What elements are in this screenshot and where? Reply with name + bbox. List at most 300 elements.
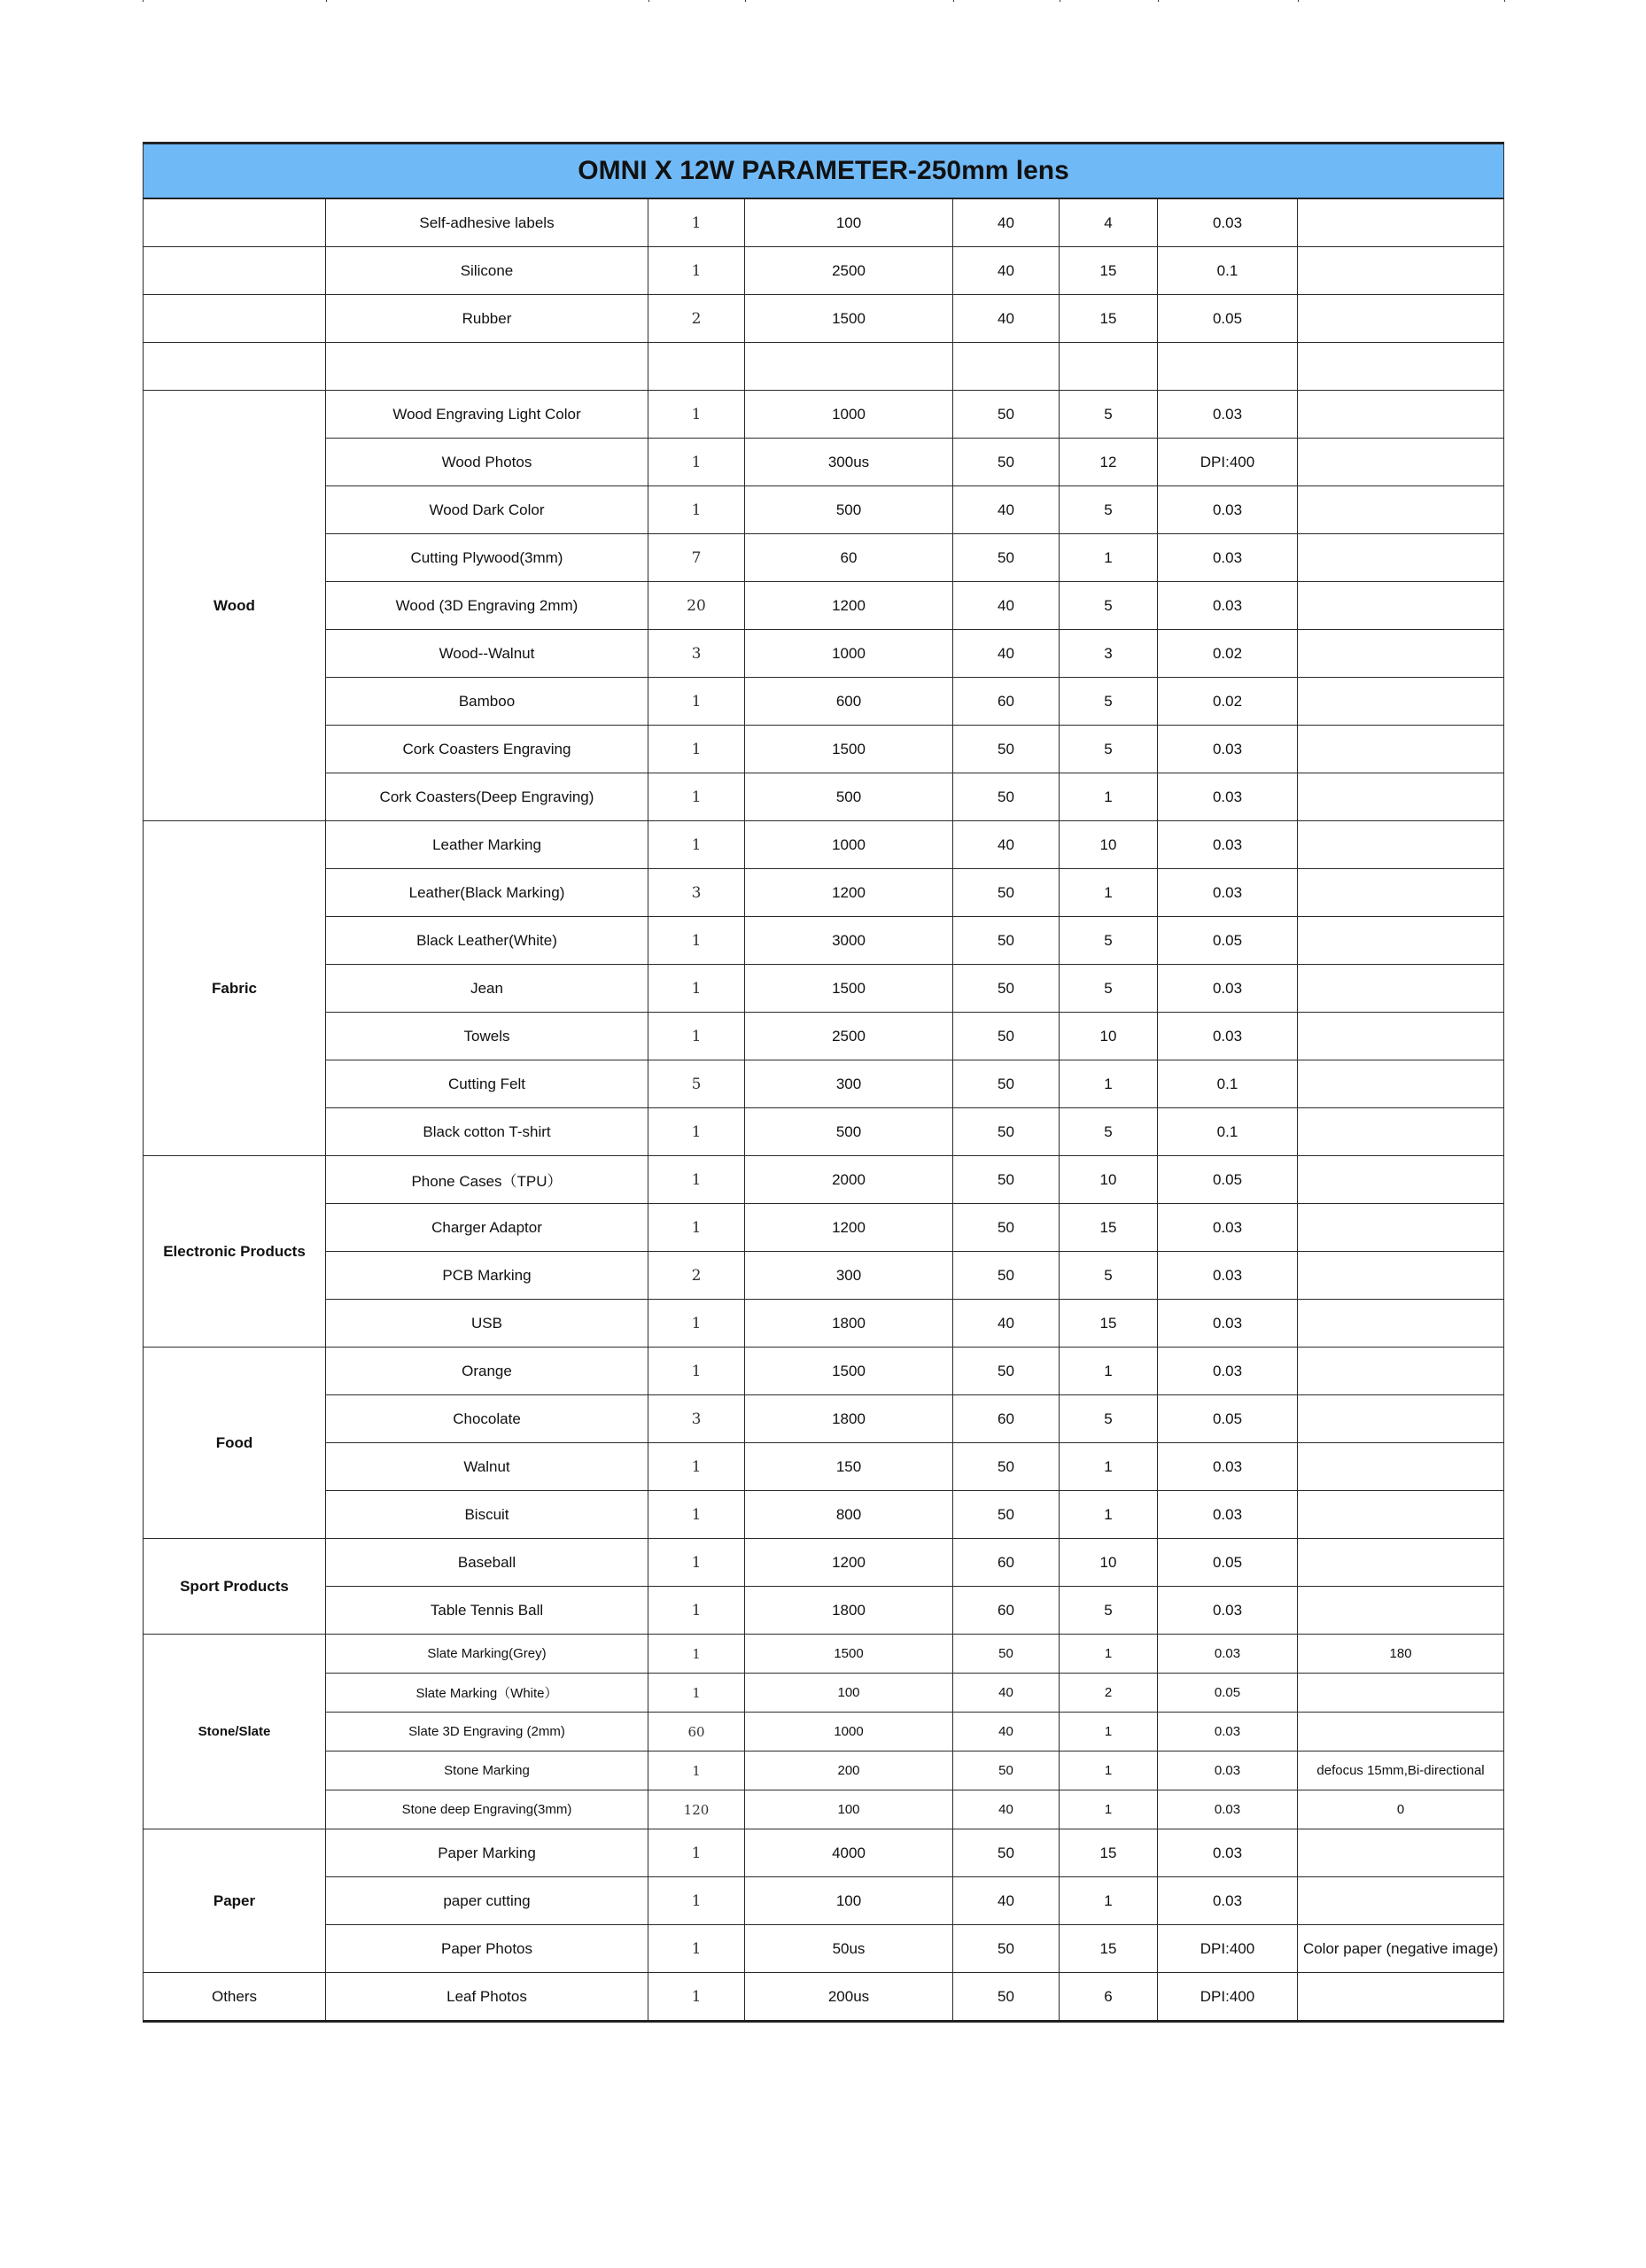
speed-cell: 800 [745,1491,953,1539]
power-cell: 1 [1060,1790,1158,1829]
table-row [144,1060,1504,1108]
frequency-cell: 50 [953,1829,1060,1877]
passes-cell: 3 [648,869,745,917]
passes-cell: 60 [648,1713,745,1751]
frequency-cell: 50 [953,1973,1060,2022]
material-cell: Baseball [326,1539,648,1587]
material-cell: Wood Photos [326,439,648,486]
table-row [144,534,1504,582]
frequency-cell: 40 [953,1713,1060,1751]
passes-cell: 20 [648,582,745,630]
interval-cell [1158,343,1298,391]
material-cell: Leaf Photos [326,1973,648,2022]
table-row [144,1395,1504,1443]
frequency-cell: 50 [953,1635,1060,1674]
frequency-cell: 50 [953,965,1060,1013]
interval-cell: 0.05 [1158,917,1298,965]
note-cell [1298,630,1504,678]
speed-cell: 1500 [745,1635,953,1674]
passes-cell: 1 [648,1925,745,1973]
note-cell [1298,1156,1504,1204]
passes-cell: 1 [648,726,745,773]
note-cell [1298,1252,1504,1300]
note-cell [1298,295,1504,343]
material-cell: Biscuit [326,1491,648,1539]
speed-cell [745,343,953,391]
passes-cell: 1 [648,247,745,295]
speed-cell: 1200 [745,1204,953,1252]
passes-cell: 1 [648,1443,745,1491]
passes-cell [648,343,745,391]
power-cell: 1 [1060,1751,1158,1790]
category-cell [144,295,326,343]
table-row [144,965,1504,1013]
note-cell: defocus 15mm,Bi-directional [1298,1751,1504,1790]
frequency-cell: 50 [953,1108,1060,1156]
table-row [144,1790,1504,1829]
frequency-cell: 50 [953,439,1060,486]
category-cell: Paper [144,1829,326,1973]
material-cell: Cutting Plywood(3mm) [326,534,648,582]
material-cell: Cork Coasters Engraving [326,726,648,773]
material-cell: Stone Marking [326,1751,648,1790]
speed-cell: 100 [745,1877,953,1925]
passes-cell: 5 [648,1060,745,1108]
material-cell: Paper Marking [326,1829,648,1877]
passes-cell: 3 [648,630,745,678]
note-cell [1298,821,1504,869]
frequency-cell: 50 [953,773,1060,821]
speed-cell: 1000 [745,821,953,869]
speed-cell: 1200 [745,869,953,917]
interval-cell: 0.03 [1158,821,1298,869]
table-row [144,391,1504,439]
material-cell: Towels [326,1013,648,1060]
interval-cell: 0.03 [1158,1713,1298,1751]
table-row [144,1877,1504,1925]
note-cell [1298,1204,1504,1252]
interval-cell: 0.03 [1158,1635,1298,1674]
material-cell: Rubber [326,295,648,343]
interval-cell: 0.03 [1158,1013,1298,1060]
passes-cell: 1 [648,1829,745,1877]
speed-cell: 1500 [745,965,953,1013]
frequency-cell: 40 [953,1877,1060,1925]
frequency-cell: 40 [953,486,1060,534]
power-cell: 15 [1060,247,1158,295]
passes-cell: 1 [648,917,745,965]
speed-cell: 2500 [745,247,953,295]
power-cell: 1 [1060,1491,1158,1539]
interval-cell: 0.03 [1158,1587,1298,1635]
interval-cell: 0.02 [1158,678,1298,726]
passes-cell: 1 [648,1156,745,1204]
note-cell [1298,1713,1504,1751]
parameter-table [143,142,1504,2023]
table-row [144,726,1504,773]
passes-cell: 2 [648,295,745,343]
material-cell: Self-adhesive labels [326,198,648,247]
speed-cell: 100 [745,1674,953,1713]
table-row [144,1348,1504,1395]
passes-cell: 1 [648,1013,745,1060]
passes-cell: 1 [648,1348,745,1395]
note-cell [1298,439,1504,486]
note-cell [1298,1877,1504,1925]
interval-cell: 0.03 [1158,534,1298,582]
frequency-cell: 50 [953,1013,1060,1060]
interval-cell: 0.03 [1158,1443,1298,1491]
material-cell: Black Leather(White) [326,917,648,965]
material-cell: Leather Marking [326,821,648,869]
table-row [144,1751,1504,1790]
material-cell: Walnut [326,1443,648,1491]
interval-cell: 0.05 [1158,295,1298,343]
power-cell: 15 [1060,1829,1158,1877]
passes-cell: 120 [648,1790,745,1829]
passes-cell: 7 [648,534,745,582]
note-cell [1298,534,1504,582]
category-cell [144,198,326,247]
note-cell [1298,678,1504,726]
material-cell: Wood Engraving Light Color [326,391,648,439]
note-cell [1298,391,1504,439]
speed-cell: 1000 [745,630,953,678]
material-cell: Slate Marking（White） [326,1674,648,1713]
speed-cell: 1800 [745,1300,953,1348]
table-row [144,1539,1504,1587]
interval-cell: 0.03 [1158,965,1298,1013]
interval-cell: 0.03 [1158,1204,1298,1252]
power-cell: 5 [1060,391,1158,439]
table-row [144,1674,1504,1713]
frequency-cell: 40 [953,198,1060,247]
note-cell [1298,1539,1504,1587]
power-cell: 1 [1060,1877,1158,1925]
speed-cell: 1500 [745,726,953,773]
power-cell: 5 [1060,582,1158,630]
interval-cell: 0.03 [1158,1300,1298,1348]
interval-cell: 0.03 [1158,1751,1298,1790]
power-cell: 1 [1060,1635,1158,1674]
passes-cell: 1 [648,391,745,439]
interval-cell: 0.05 [1158,1156,1298,1204]
power-cell: 10 [1060,821,1158,869]
table-row [144,917,1504,965]
material-cell: Wood--Walnut [326,630,648,678]
frequency-cell: 50 [953,726,1060,773]
power-cell: 12 [1060,439,1158,486]
table-row [144,582,1504,630]
frequency-cell: 50 [953,917,1060,965]
material-cell [326,343,648,391]
frequency-cell: 50 [953,1060,1060,1108]
material-cell: paper cutting [326,1877,648,1925]
passes-cell: 3 [648,1395,745,1443]
speed-cell: 1800 [745,1395,953,1443]
table-row [144,678,1504,726]
table-row [144,486,1504,534]
power-cell: 1 [1060,1060,1158,1108]
note-cell [1298,582,1504,630]
frequency-cell: 40 [953,630,1060,678]
frequency-cell: 50 [953,1348,1060,1395]
table-row [144,869,1504,917]
power-cell: 10 [1060,1013,1158,1060]
passes-cell: 1 [648,1539,745,1587]
passes-cell: 1 [648,1587,745,1635]
speed-cell: 300 [745,1252,953,1300]
category-cell: Wood [144,391,326,821]
table-row [144,1587,1504,1635]
note-cell: 180 [1298,1635,1504,1674]
power-cell: 10 [1060,1539,1158,1587]
table-row [144,1925,1504,1973]
frequency-cell: 40 [953,582,1060,630]
table-row [144,1443,1504,1491]
passes-cell: 1 [648,1751,745,1790]
power-cell: 1 [1060,1443,1158,1491]
passes-cell: 1 [648,821,745,869]
passes-cell: 1 [648,1491,745,1539]
speed-cell: 500 [745,486,953,534]
power-cell: 1 [1060,1348,1158,1395]
table-row [144,773,1504,821]
speed-cell: 1500 [745,1348,953,1395]
material-cell: Charger Adaptor [326,1204,648,1252]
category-cell [144,343,326,391]
table-row [144,1635,1504,1674]
material-cell: Table Tennis Ball [326,1587,648,1635]
passes-cell: 1 [648,1300,745,1348]
frequency-cell: 50 [953,1925,1060,1973]
power-cell: 5 [1060,1252,1158,1300]
table-title: OMNI X 12W PARAMETER-250mm lens [144,144,1504,199]
speed-cell: 500 [745,773,953,821]
frequency-cell: 40 [953,1300,1060,1348]
power-cell: 3 [1060,630,1158,678]
note-cell [1298,343,1504,391]
note-cell [1298,1060,1504,1108]
material-cell: Stone deep Engraving(3mm) [326,1790,648,1829]
speed-cell: 2000 [745,1156,953,1204]
material-cell: Cork Coasters(Deep Engraving) [326,773,648,821]
note-cell: Color paper (negative image) [1298,1925,1504,1973]
note-cell [1298,965,1504,1013]
table-row [144,821,1504,869]
material-cell: Orange [326,1348,648,1395]
passes-cell: 1 [648,1973,745,2022]
frequency-cell: 60 [953,678,1060,726]
material-cell: Slate Marking(Grey) [326,1635,648,1674]
power-cell: 1 [1060,773,1158,821]
frequency-cell: 40 [953,821,1060,869]
table-row [144,1973,1504,2022]
power-cell: 15 [1060,1925,1158,1973]
power-cell: 6 [1060,1973,1158,2022]
speed-cell: 100 [745,198,953,247]
note-cell [1298,486,1504,534]
power-cell: 5 [1060,1108,1158,1156]
passes-cell: 1 [648,1877,745,1925]
note-cell [1298,917,1504,965]
passes-cell: 1 [648,965,745,1013]
frequency-cell: 40 [953,295,1060,343]
interval-cell: 0.03 [1158,1348,1298,1395]
note-cell [1298,773,1504,821]
note-cell [1298,1973,1504,2022]
table-row [144,295,1504,343]
power-cell: 15 [1060,1300,1158,1348]
speed-cell: 1500 [745,295,953,343]
note-cell [1298,1108,1504,1156]
speed-cell: 4000 [745,1829,953,1877]
frequency-cell: 50 [953,1751,1060,1790]
frequency-cell: 50 [953,1443,1060,1491]
interval-cell: 0.05 [1158,1539,1298,1587]
interval-cell: 0.03 [1158,1491,1298,1539]
power-cell: 5 [1060,726,1158,773]
interval-cell: 0.03 [1158,1877,1298,1925]
table-row [144,1108,1504,1156]
speed-cell: 1200 [745,582,953,630]
speed-cell: 300us [745,439,953,486]
speed-cell: 300 [745,1060,953,1108]
table-row [144,343,1504,391]
passes-cell: 1 [648,486,745,534]
category-cell: Fabric [144,821,326,1156]
speed-cell: 100 [745,1790,953,1829]
material-cell: Wood Dark Color [326,486,648,534]
speed-cell: 1200 [745,1539,953,1587]
table-row [144,1156,1504,1204]
frequency-cell: 50 [953,1156,1060,1204]
material-cell: Leather(Black Marking) [326,869,648,917]
material-cell: Jean [326,965,648,1013]
table-row [144,1491,1504,1539]
power-cell: 1 [1060,534,1158,582]
frequency-cell: 60 [953,1395,1060,1443]
interval-cell: 0.03 [1158,1829,1298,1877]
table-row [144,1204,1504,1252]
material-cell: PCB Marking [326,1252,648,1300]
power-cell: 5 [1060,917,1158,965]
power-cell: 10 [1060,1156,1158,1204]
material-cell: USB [326,1300,648,1348]
power-cell: 5 [1060,1395,1158,1443]
interval-cell: 0.05 [1158,1674,1298,1713]
material-cell: Cutting Felt [326,1060,648,1108]
material-cell: Black cotton T-shirt [326,1108,648,1156]
interval-cell: 0.1 [1158,247,1298,295]
passes-cell: 1 [648,1635,745,1674]
speed-cell: 1000 [745,1713,953,1751]
table-row [144,1252,1504,1300]
note-cell [1298,869,1504,917]
table-row [144,1829,1504,1877]
speed-cell: 150 [745,1443,953,1491]
frequency-cell: 60 [953,1587,1060,1635]
speed-cell: 50us [745,1925,953,1973]
note-cell [1298,247,1504,295]
note-cell [1298,1013,1504,1060]
passes-cell: 1 [648,198,745,247]
passes-cell: 1 [648,1204,745,1252]
table-row [144,247,1504,295]
material-cell: Paper Photos [326,1925,648,1973]
power-cell: 5 [1060,678,1158,726]
passes-cell: 1 [648,678,745,726]
category-cell: Food [144,1348,326,1539]
interval-cell: 0.03 [1158,1252,1298,1300]
interval-cell: 0.03 [1158,198,1298,247]
interval-cell: 0.05 [1158,1395,1298,1443]
power-cell: 1 [1060,869,1158,917]
passes-cell: 1 [648,1108,745,1156]
category-cell: Sport Products [144,1539,326,1635]
material-cell: Silicone [326,247,648,295]
note-cell [1298,1443,1504,1491]
note-cell [1298,1348,1504,1395]
power-cell: 5 [1060,1587,1158,1635]
interval-cell: 0.03 [1158,773,1298,821]
material-cell: Phone Cases（TPU） [326,1156,648,1204]
speed-cell: 60 [745,534,953,582]
table-row [144,1713,1504,1751]
frequency-cell: 60 [953,1539,1060,1587]
table-row [144,630,1504,678]
power-cell: 15 [1060,295,1158,343]
frequency-cell: 40 [953,1674,1060,1713]
table-row [144,198,1504,247]
speed-cell: 1800 [745,1587,953,1635]
interval-cell: 0.03 [1158,726,1298,773]
interval-cell: DPI:400 [1158,1925,1298,1973]
interval-cell: 0.03 [1158,1790,1298,1829]
note-cell [1298,198,1504,247]
note-cell: 0 [1298,1790,1504,1829]
category-cell [144,247,326,295]
frequency-cell: 50 [953,1204,1060,1252]
frequency-cell: 50 [953,1491,1060,1539]
speed-cell: 3000 [745,917,953,965]
power-cell: 15 [1060,1204,1158,1252]
frequency-cell: 40 [953,247,1060,295]
speed-cell: 600 [745,678,953,726]
material-cell: Wood (3D Engraving 2mm) [326,582,648,630]
table-row [144,439,1504,486]
speed-cell: 500 [745,1108,953,1156]
category-cell: Stone/Slate [144,1635,326,1829]
material-cell: Bamboo [326,678,648,726]
passes-cell: 1 [648,773,745,821]
table-row [144,1013,1504,1060]
frequency-cell [953,343,1060,391]
note-cell [1298,1300,1504,1348]
frequency-cell: 40 [953,1790,1060,1829]
note-cell [1298,1587,1504,1635]
category-cell: Others [144,1973,326,2022]
interval-cell: 0.1 [1158,1060,1298,1108]
interval-cell: 0.03 [1158,486,1298,534]
power-cell: 4 [1060,198,1158,247]
material-cell: Slate 3D Engraving (2mm) [326,1713,648,1751]
category-cell: Electronic Products [144,1156,326,1348]
passes-cell: 1 [648,1674,745,1713]
interval-cell: 0.02 [1158,630,1298,678]
frequency-cell: 50 [953,869,1060,917]
speed-cell: 200us [745,1973,953,2022]
